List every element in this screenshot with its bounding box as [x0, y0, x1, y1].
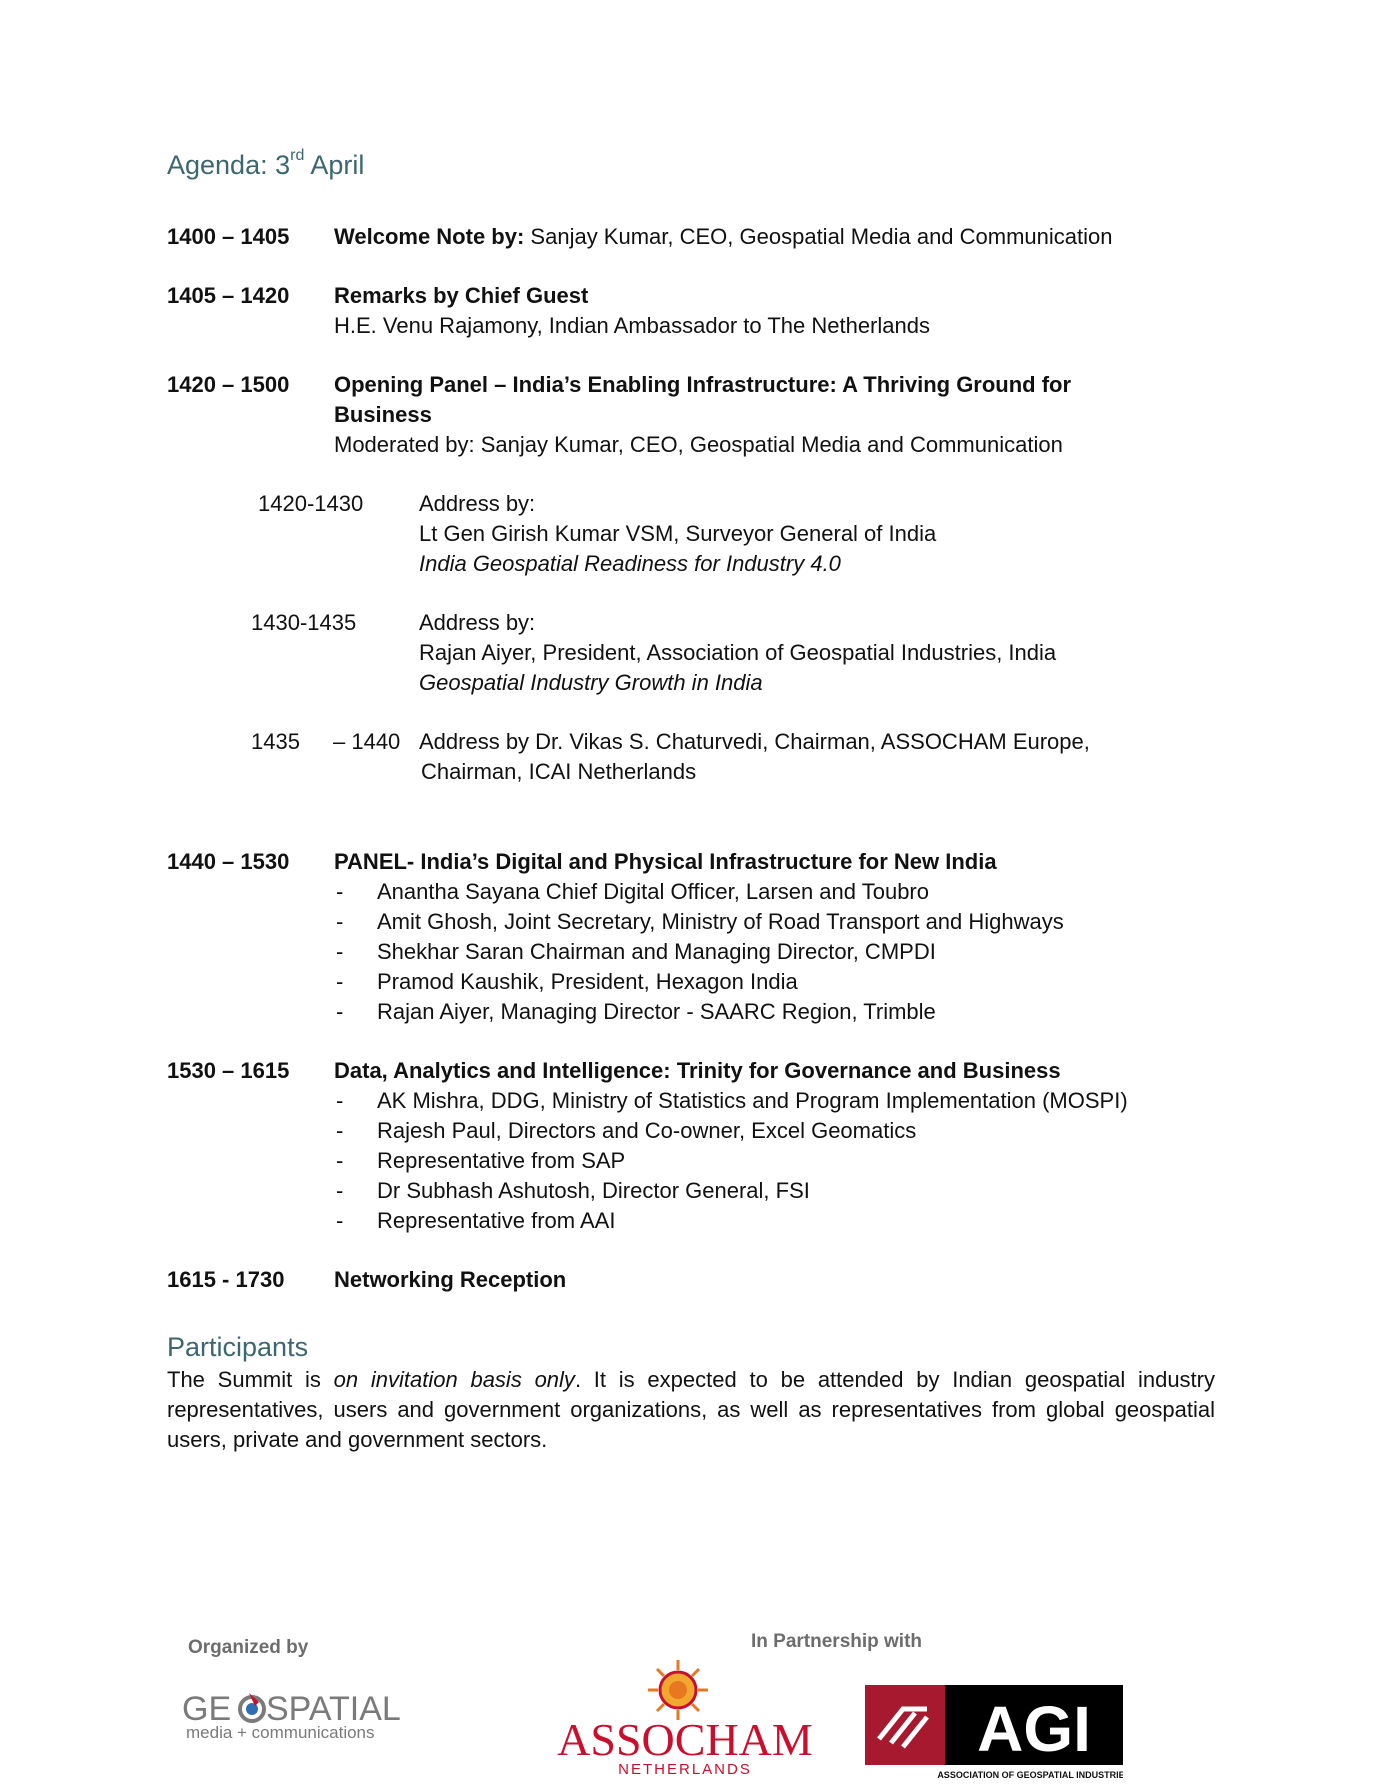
panel-title: Data, Analytics and Intelligence: Trinity for Governance and Business — [334, 1058, 1061, 1083]
list-item: - Shekhar Saran Chairman and Managing Director, CMPDI — [334, 937, 1334, 967]
speaker-list — [334, 877, 1334, 1027]
sub-agenda-time-end: – 1440 — [333, 729, 401, 754]
agenda-description: Networking Reception — [334, 1267, 567, 1292]
assocham-logo — [550, 1660, 820, 1785]
sub-agenda-description: Address by: Rajan Aiyer, President, Association of Geospatial Industries, India Geospatial Industry Growth in India — [419, 610, 1057, 695]
list-item: - Anantha Sayana Chief Digital Officer, Larsen and Toubro — [334, 877, 1334, 907]
svg-text:GE: GE — [182, 1690, 232, 1728]
sub-agenda-description: Address by: Lt Gen Girish Kumar VSM, Surveyor General of India India Geospatial Readiness for Industry 4.0 — [419, 491, 937, 576]
sub-agenda-description: Address by Dr. Vikas S. Chaturvedi, Chairman, ASSOCHAM Europe, Chairman, ICAI Netherlands — [419, 729, 1090, 784]
geospatial-media-logo — [182, 1688, 412, 1753]
agenda-description: Remarks by Chief Guest H.E. Venu Rajamony, Indian Ambassador to The Netherlands — [334, 283, 930, 338]
agenda-description: Opening Panel – India’s Enabling Infrastructure: A Thriving Ground for Business Moderated by: Sanjay Kumar, CEO, Geospatial Media and Communication — [334, 372, 1072, 457]
participants-paragraph: The Summit is on invitation basis only. It is expected to be attended by Indian geospatial industry representatives, users and government organizations, as well as representatives from global geospatial users, private and government sectors. — [167, 1367, 1215, 1452]
svg-text:NETHERLANDS: NETHERLANDS — [618, 1761, 752, 1778]
list-item: - AK Mishra, DDG, Ministry of Statistics and Program Implementation (MOSPI) — [334, 1086, 1334, 1116]
organized-by-label: Organized by — [188, 1637, 309, 1658]
participants-heading: Participants — [167, 1332, 309, 1362]
agi-logo — [865, 1685, 1123, 1780]
svg-text:ASSOCIATION OF GEOSPATIAL INDU: ASSOCIATION OF GEOSPATIAL INDUSTRIES — [937, 1770, 1123, 1780]
list-item: - Representative from SAP — [334, 1146, 1334, 1176]
agenda-time: 1420 – 1500 — [167, 372, 290, 397]
partnership-label: In Partnership with — [751, 1631, 923, 1652]
agenda-time: 1400 – 1405 — [167, 224, 290, 249]
svg-text:SPATIAL: SPATIAL — [266, 1690, 401, 1728]
list-item: - Representative from AAI — [334, 1206, 1334, 1236]
svg-text:media + communications: media + communications — [186, 1723, 375, 1742]
svg-text:ASSOCHAM: ASSOCHAM — [557, 1714, 813, 1765]
sub-agenda-time: 1420-1430 — [258, 491, 364, 516]
agenda-time: 1405 – 1420 — [167, 283, 290, 308]
panel-description — [334, 1056, 1334, 1236]
sub-agenda-time: 1435 — [251, 729, 300, 754]
agenda-time: 1615 - 1730 — [167, 1267, 285, 1292]
panel-description — [334, 847, 1334, 1027]
sub-agenda-time: 1430-1435 — [251, 610, 357, 635]
list-item: - Rajan Aiyer, Managing Director - SAARC Region, Trimble — [334, 997, 1334, 1027]
list-item: - Amit Ghosh, Joint Secretary, Ministry of Road Transport and Highways — [334, 907, 1334, 937]
agenda-time: 1440 – 1530 — [167, 849, 290, 874]
list-item: - Pramod Kaushik, President, Hexagon India — [334, 967, 1334, 997]
agenda-time: 1530 – 1615 — [167, 1058, 290, 1083]
agenda-heading: Agenda: 3rd April — [167, 147, 365, 180]
list-item: - Rajesh Paul, Directors and Co-owner, Excel Geomatics — [334, 1116, 1334, 1146]
agenda-description: Welcome Note by: Sanjay Kumar, CEO, Geospatial Media and Communication — [334, 224, 1113, 249]
panel-title: PANEL- India’s Digital and Physical Infrastructure for New India — [334, 849, 997, 874]
svg-text:AGI: AGI — [977, 1693, 1091, 1765]
list-item: - Dr Subhash Ashutosh, Director General, FSI — [334, 1176, 1334, 1206]
speaker-list — [334, 1086, 1334, 1236]
